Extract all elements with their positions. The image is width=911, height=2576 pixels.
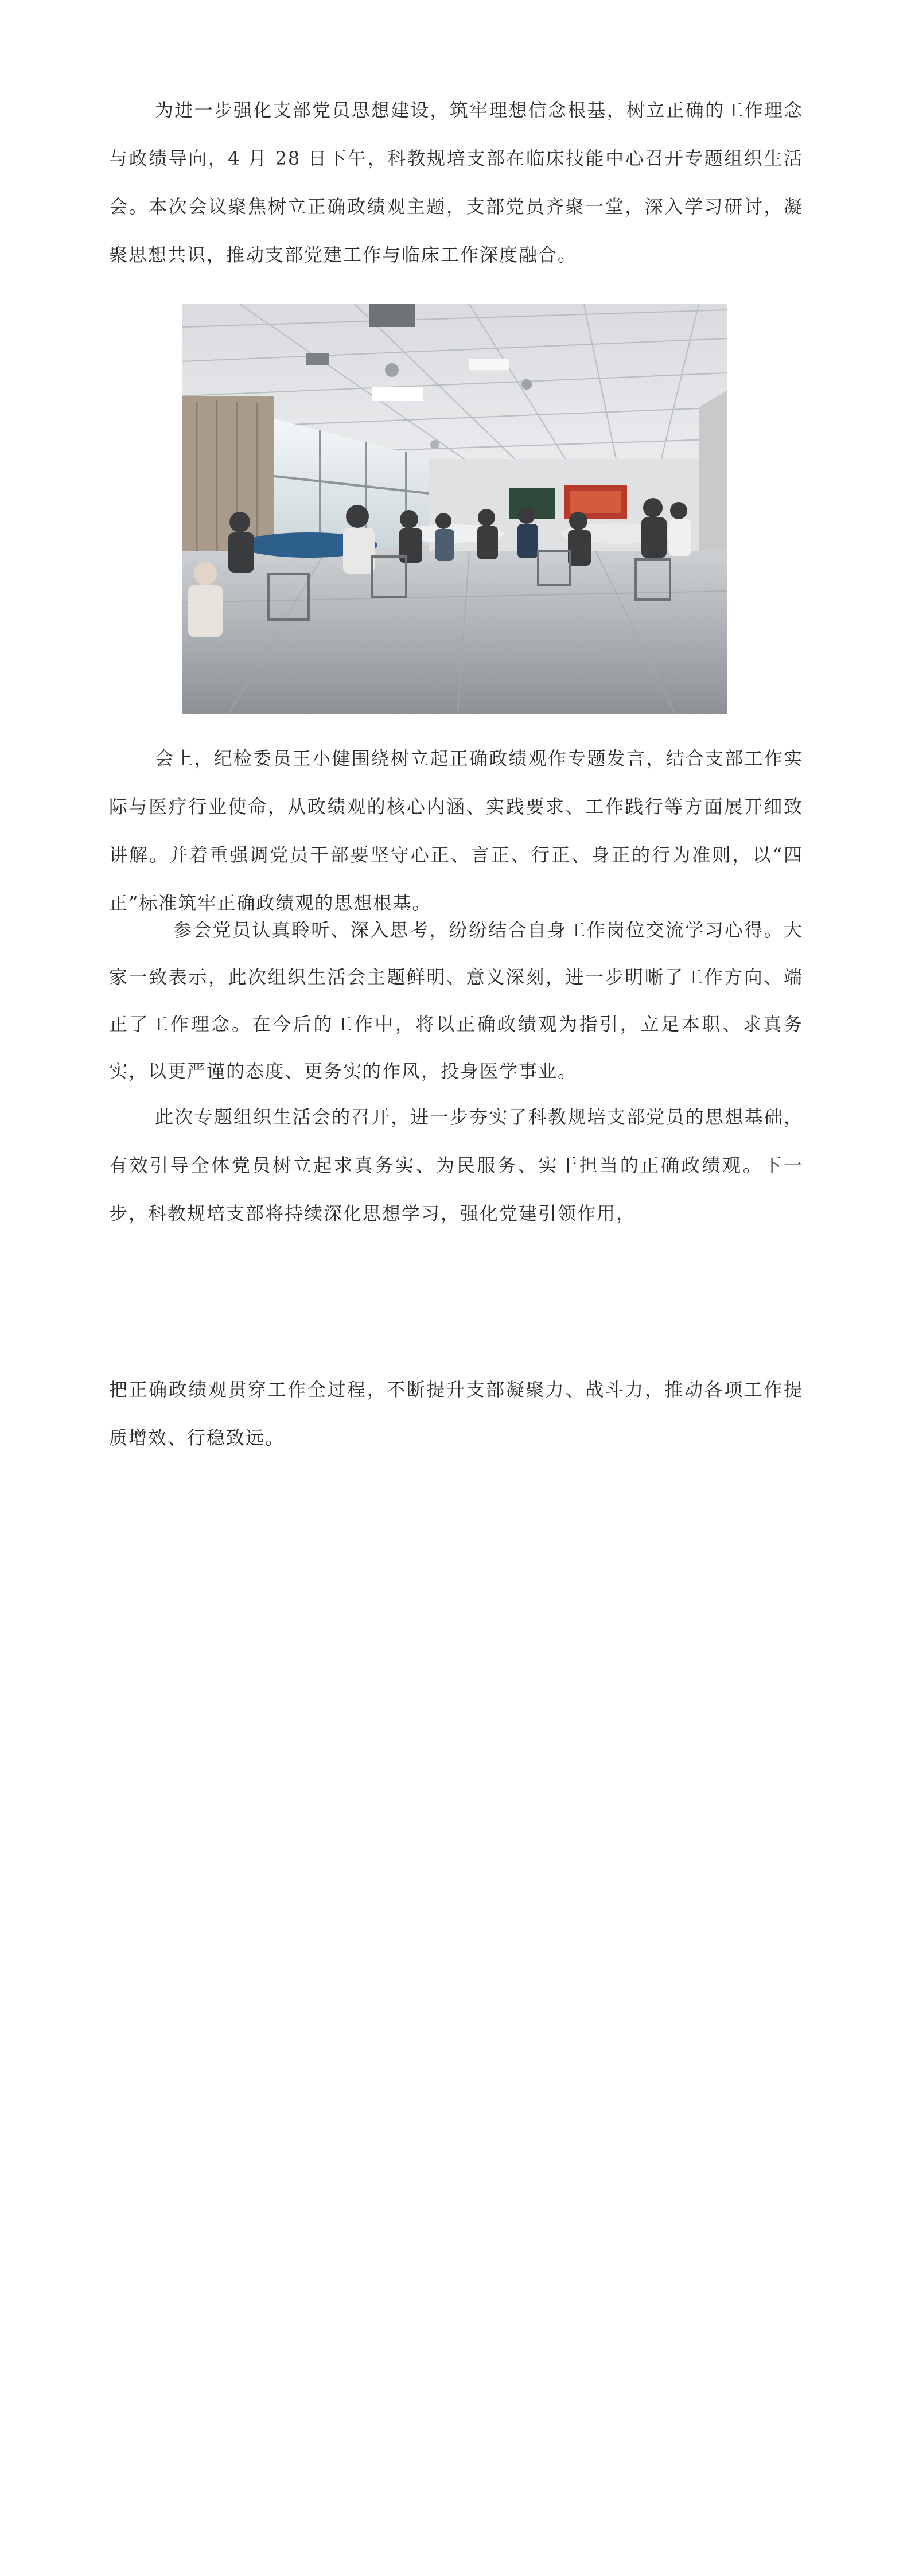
paragraph-closing: 把正确政绩观贯穿工作全过程，不断提升支部凝聚力、战斗力，推动各项工作提质增效、行稳致远。 bbox=[109, 1379, 803, 1449]
paragraph-discussion: 参会党员认真聆听、深入思考，纷纷结合自身工作岗位交流学习心得。大家一致表示，此次组织生活会主题鲜明、意义深刻，进一步明晰了工作方向、端正了工作理念。在今后的工作中，将以正确政绩观为指引，立足本职、求真务实，以更严谨的态度、更务实的作风，投身医学事业。 bbox=[109, 919, 803, 1082]
meeting-room-illustration bbox=[182, 304, 727, 714]
paragraph-speech: 会上，纪检委员王小健围绕树立起正确政绩观作专题发言，结合支部工作实际与医疗行业使命，从政绩观的核心内涵、实践要求、工作践行等方面展开细致讲解。并着重强调党员干部要坚守心正、言正、行正、身正的行为准则，以“四正”标准筑牢正确政绩观的思想根基。 bbox=[109, 748, 803, 914]
paragraph-intro: 为进一步强化支部党员思想建设，筑牢理想信念根基，树立正确的工作理念与政绩导向，4 月 28 日下午，科教规培支部在临床技能中心召开专题组织生活会。本次会议聚焦树立正确政绩观主题，支部党员齐聚一堂，深入学习研讨，凝聚思想共识，推动支部党建工作与临床工作深度融合。 bbox=[109, 99, 803, 266]
paragraph-summary: 此次专题组织生活会的召开，进一步夯实了科教规培支部党员的思想基础，有效引导全体党员树立起求真务实、为民服务、实干担当的正确政绩观。下一步，科教规培支部将持续深化思想学习，强化党建引领作用， bbox=[109, 1106, 803, 1224]
meeting-photo bbox=[182, 304, 727, 714]
